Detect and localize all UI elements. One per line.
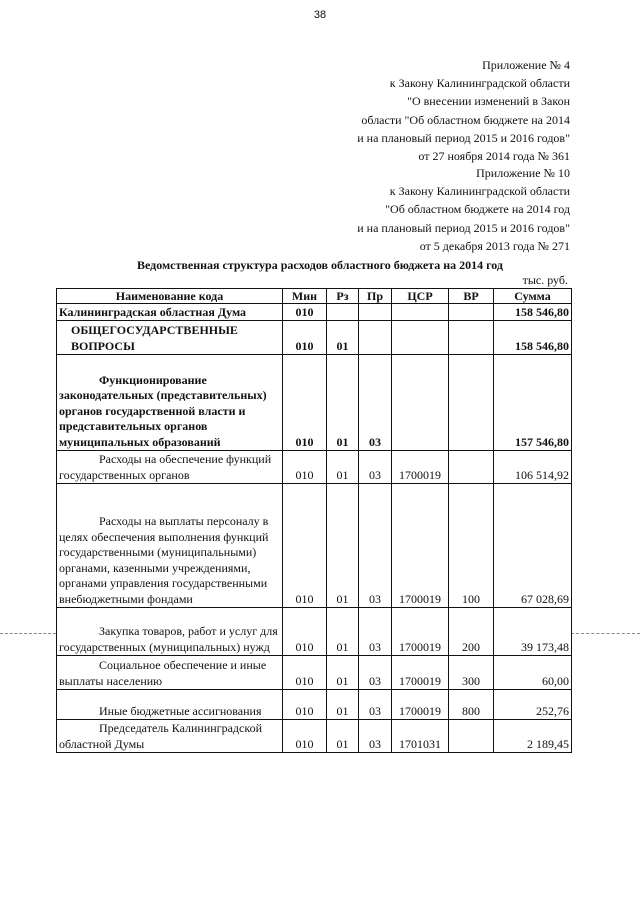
- units-label: тыс. руб.: [522, 273, 568, 287]
- appendix-4-header: [357, 56, 570, 165]
- appendix-line: Приложение № 10: [476, 166, 570, 180]
- cell-csr: 1700019: [392, 608, 449, 656]
- cell-csr: 1700019: [392, 690, 449, 720]
- cell-sum: 2 189,45: [494, 720, 572, 753]
- cell-rz: 01: [327, 484, 359, 608]
- cell-vr: 100: [449, 484, 494, 608]
- cell-csr: 1701031: [392, 720, 449, 753]
- header-min: Мин: [283, 289, 327, 304]
- cell-name: Закупка товаров, работ и услуг для государственных (муниципальных) нужд: [57, 608, 283, 656]
- table-row: [57, 656, 572, 690]
- header-csr: ЦСР: [392, 289, 449, 304]
- scan-fold-line: [571, 633, 640, 634]
- cell-csr: 1700019: [392, 484, 449, 608]
- cell-name: Функционирование законодательных (представительных) органов государственной власти и представительных органов муниципальных образований: [57, 355, 283, 451]
- table-row: [57, 484, 572, 608]
- cell-rz: [327, 304, 359, 321]
- cell-sum: 252,76: [494, 690, 572, 720]
- cell-rz: 01: [327, 321, 359, 355]
- cell-rz: 01: [327, 720, 359, 753]
- appendix-line: от 27 ноября 2014 года № 361: [418, 149, 570, 164]
- cell-min: 010: [283, 304, 327, 321]
- cell-csr: [392, 321, 449, 355]
- appendix-line: к Закону Калининградской области: [389, 76, 570, 91]
- header-sum: Сумма: [494, 289, 572, 304]
- cell-sum: 157 546,80: [494, 355, 572, 451]
- cell-csr: 1700019: [392, 656, 449, 690]
- cell-name: ОБЩЕГОСУДАРСТВЕННЫЕ ВОПРОСЫ: [57, 321, 283, 355]
- appendix-line: области "Об областном бюджете на 2014: [361, 112, 570, 127]
- appendix-line: Приложение № 4: [482, 58, 570, 72]
- table-row: [57, 608, 572, 656]
- page-number: 38: [313, 9, 327, 21]
- table-row: [57, 690, 572, 720]
- cell-rz: 01: [327, 355, 359, 451]
- cell-min: 010: [283, 720, 327, 753]
- cell-min: 010: [283, 484, 327, 608]
- cell-rz: 01: [327, 656, 359, 690]
- appendix-10-header: [357, 164, 570, 255]
- cell-vr: [449, 321, 494, 355]
- header-rz: Рз: [327, 289, 359, 304]
- cell-pr: 03: [359, 690, 392, 720]
- cell-min: 010: [283, 355, 327, 451]
- table-row: [57, 451, 572, 484]
- cell-csr: [392, 355, 449, 451]
- table-row: [57, 720, 572, 753]
- appendix-line: и на плановый период 2015 и 2016 годов": [357, 220, 570, 235]
- cell-min: 010: [283, 451, 327, 484]
- cell-vr: [449, 451, 494, 484]
- appendix-line: от 5 декабря 2013 года № 271: [419, 238, 570, 253]
- appendix-line: "О внесении изменений в Закон: [407, 94, 570, 109]
- cell-sum: 158 546,80: [494, 304, 572, 321]
- cell-rz: 01: [327, 690, 359, 720]
- table-row: [57, 355, 572, 451]
- budget-table: [56, 288, 572, 753]
- cell-vr: [449, 355, 494, 451]
- cell-name: Расходы на выплаты персоналу в целях обеспечения выполнения функций государственными (муниципальными) органами, казенными учреждениями, органами управления государственными внебюджетными фондами: [57, 484, 283, 608]
- cell-sum: 39 173,48: [494, 608, 572, 656]
- cell-name: Иные бюджетные ассигнования: [57, 690, 283, 720]
- cell-pr: 03: [359, 484, 392, 608]
- cell-min: 010: [283, 608, 327, 656]
- cell-vr: [449, 720, 494, 753]
- cell-vr: [449, 304, 494, 321]
- appendix-line: "Об областном бюджете на 2014 год: [385, 202, 570, 217]
- appendix-line: и на плановый период 2015 и 2016 годов": [357, 130, 570, 145]
- cell-pr: [359, 321, 392, 355]
- appendix-line: к Закону Калининградской области: [389, 184, 570, 199]
- cell-rz: 01: [327, 451, 359, 484]
- cell-min: 010: [283, 690, 327, 720]
- cell-pr: [359, 304, 392, 321]
- cell-sum: 67 028,69: [494, 484, 572, 608]
- cell-csr: 1700019: [392, 451, 449, 484]
- header-name: Наименование кода: [57, 289, 283, 304]
- cell-pr: 03: [359, 451, 392, 484]
- cell-min: 010: [283, 321, 327, 355]
- document-title: Ведомственная структура расходов областного бюджета на 2014 год: [136, 258, 503, 272]
- cell-pr: 03: [359, 355, 392, 451]
- cell-csr: [392, 304, 449, 321]
- scan-fold-line: [0, 633, 56, 634]
- header-vr: ВР: [449, 289, 494, 304]
- cell-sum: 106 514,92: [494, 451, 572, 484]
- cell-rz: 01: [327, 608, 359, 656]
- cell-sum: 158 546,80: [494, 321, 572, 355]
- cell-sum: 60,00: [494, 656, 572, 690]
- cell-pr: 03: [359, 656, 392, 690]
- table-row: [57, 321, 572, 355]
- cell-vr: 300: [449, 656, 494, 690]
- table-row: [57, 304, 572, 321]
- cell-name: Социальное обеспечение и иные выплаты населению: [57, 656, 283, 690]
- header-pr: Пр: [359, 289, 392, 304]
- table-header-row: [57, 289, 572, 304]
- cell-name: Расходы на обеспечение функций государственных органов: [57, 451, 283, 484]
- cell-pr: 03: [359, 720, 392, 753]
- cell-min: 010: [283, 656, 327, 690]
- cell-vr: 800: [449, 690, 494, 720]
- cell-name: Калининградская областная Дума: [57, 304, 283, 321]
- cell-vr: 200: [449, 608, 494, 656]
- cell-pr: 03: [359, 608, 392, 656]
- cell-name: Председатель Калининградской областной Думы: [57, 720, 283, 753]
